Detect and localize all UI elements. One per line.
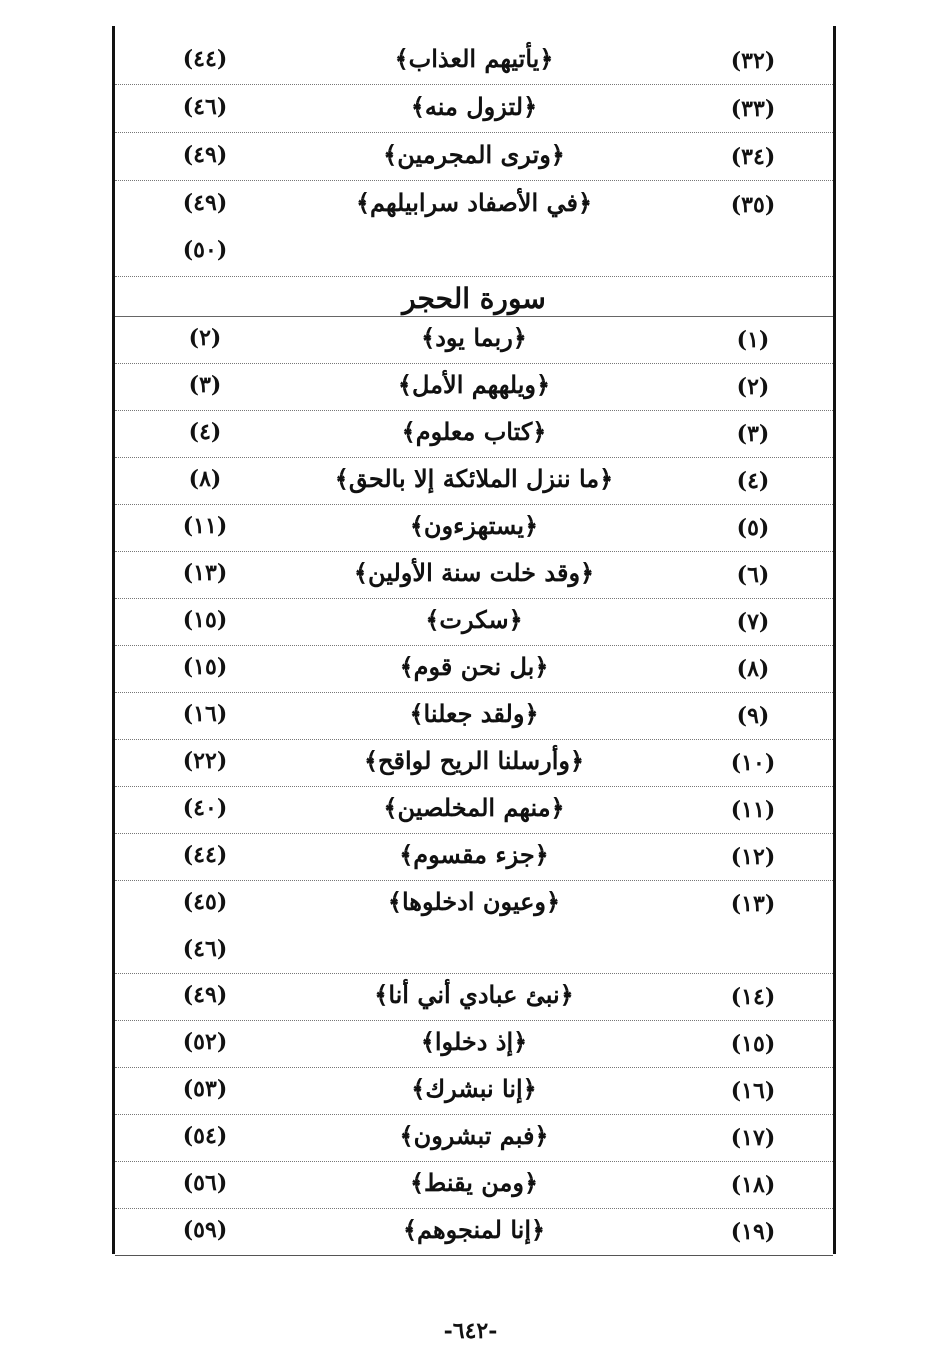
table-row — [115, 1162, 833, 1209]
entry-number: (٢) — [736, 374, 770, 400]
page-reference: (٢) — [188, 325, 222, 351]
entry-number: (٦) — [736, 562, 770, 588]
table-row — [115, 787, 833, 834]
entry-number: (١٣) — [730, 891, 776, 917]
quran-phrase: ﴿بل نحن قوم﴾ — [399, 652, 549, 681]
page-reference: (٤٥) — [182, 889, 228, 915]
quran-phrase: ﴿إنا لمنجوهم﴾ — [402, 1215, 546, 1244]
entry-number: (١٩) — [730, 1219, 776, 1245]
page-reference: (٤٤) — [182, 842, 228, 868]
quran-phrase: ﴿ربما يود﴾ — [421, 323, 527, 352]
page-reference: (٤٤) — [182, 46, 228, 72]
entry-number: (٤) — [736, 468, 770, 494]
quran-phrase: ﴿جزء مقسوم﴾ — [399, 840, 549, 869]
quran-phrase: ﴿يستهزءون﴾ — [409, 511, 539, 540]
quran-phrase: ﴿وعيون ادخلوها﴾ — [387, 887, 561, 916]
entry-number: (٨) — [736, 656, 770, 682]
entry-number: (١٨) — [730, 1172, 776, 1198]
quran-phrase: ﴿وأرسلنا الريح لواقح﴾ — [363, 746, 585, 775]
quran-phrase: ﴿في الأصفاد سرابيلهم﴾ — [355, 188, 593, 217]
table-row — [115, 505, 833, 552]
page-reference: (١٥) — [182, 607, 228, 633]
quran-phrase: ﴿كتاب معلوم﴾ — [401, 417, 547, 446]
table-row — [115, 134, 833, 181]
quran-phrase: ﴿إنا نبشرك﴾ — [411, 1074, 537, 1103]
quran-phrase: ﴿سكرت﴾ — [425, 605, 523, 634]
entry-number: (٣٣) — [730, 96, 776, 122]
quran-phrase: ﴿يأتيهم العذاب﴾ — [394, 44, 554, 73]
entry-number: (١٠) — [730, 750, 776, 776]
page-reference: (٤) — [188, 419, 222, 445]
page-reference: (٤٩) — [182, 190, 228, 216]
table-row — [115, 646, 833, 693]
table-row — [115, 693, 833, 740]
entry-number: (١٦) — [730, 1078, 776, 1104]
page-reference: (١١) — [182, 513, 228, 539]
index-table-frame — [112, 26, 836, 1254]
page-reference: (٤٠) — [182, 795, 228, 821]
page-reference: (٤٦) — [182, 936, 228, 962]
entry-number: (٣) — [736, 421, 770, 447]
table-row — [115, 458, 833, 505]
page-reference: (٣) — [188, 372, 222, 398]
page-reference: (٨) — [188, 466, 222, 492]
entry-number: (١١) — [730, 797, 776, 823]
table-row — [115, 974, 833, 1021]
table-row — [115, 599, 833, 646]
entry-number: (٩) — [736, 703, 770, 729]
table-row — [115, 1068, 833, 1115]
table-row — [115, 86, 833, 133]
page-reference: (٥٤) — [182, 1123, 228, 1149]
table-row — [115, 1021, 833, 1068]
entry-number: (١٧) — [730, 1125, 776, 1151]
quran-phrase: ﴿وقد خلت سنة الأولين﴾ — [353, 558, 595, 587]
quran-phrase: ﴿وترى المجرمين﴾ — [383, 140, 565, 169]
quran-phrase: ﴿ولقد جعلنا﴾ — [409, 699, 539, 728]
entry-number: (٣٥) — [730, 192, 776, 218]
table-row — [115, 834, 833, 881]
quran-phrase: ﴿ومن يقنط﴾ — [409, 1168, 539, 1197]
table-row — [115, 364, 833, 411]
quran-phrase: ﴿نبئ عبادي أني أنا﴾ — [374, 980, 574, 1009]
page-reference: (٥٢) — [182, 1029, 228, 1055]
quran-phrase: ﴿منهم المخلصين﴾ — [383, 793, 565, 822]
table-row — [115, 38, 833, 85]
table-row — [115, 411, 833, 458]
page-reference: (١٥) — [182, 654, 228, 680]
page-reference: (٥٩) — [182, 1217, 228, 1243]
page-reference: (٥٣) — [182, 1076, 228, 1102]
surah-heading-row — [115, 276, 833, 317]
page-reference: (٢٢) — [182, 748, 228, 774]
page-number: -٦٤٢- — [443, 1318, 498, 1344]
table-row — [115, 740, 833, 787]
table-row — [115, 552, 833, 599]
entry-number: (١٢) — [730, 844, 776, 870]
quran-phrase: ﴿إذ دخلوا﴾ — [420, 1027, 528, 1056]
table-row — [115, 1115, 833, 1162]
quran-phrase: ﴿ما ننزل الملائكة إلا بالحق﴾ — [334, 464, 614, 493]
quran-phrase: ﴿ويلههم الأمل﴾ — [397, 370, 551, 399]
page-reference: (٥٠) — [182, 237, 228, 263]
table-row — [115, 317, 833, 364]
surah-title: سورة الحجر — [402, 282, 546, 315]
table-row — [115, 182, 833, 277]
entry-number: (١٤) — [730, 984, 776, 1010]
page-reference: (١٣) — [182, 560, 228, 586]
page-reference: (٥٦) — [182, 1170, 228, 1196]
entry-number: (١) — [736, 327, 770, 353]
entry-number: (١٥) — [730, 1031, 776, 1057]
entry-number: (٣٢) — [730, 48, 776, 74]
page-reference: (٤٩) — [182, 982, 228, 1008]
entry-number: (٣٤) — [730, 144, 776, 170]
entry-number: (٥) — [736, 515, 770, 541]
table-row — [115, 881, 833, 974]
table-row — [115, 1209, 833, 1256]
page-reference: (١٦) — [182, 701, 228, 727]
quran-phrase: ﴿لتزول منه﴾ — [410, 92, 538, 121]
page-reference: (٤٩) — [182, 142, 228, 168]
page-reference: (٤٦) — [182, 94, 228, 120]
quran-phrase: ﴿فبم تبشرون﴾ — [399, 1121, 549, 1150]
entry-number: (٧) — [736, 609, 770, 635]
